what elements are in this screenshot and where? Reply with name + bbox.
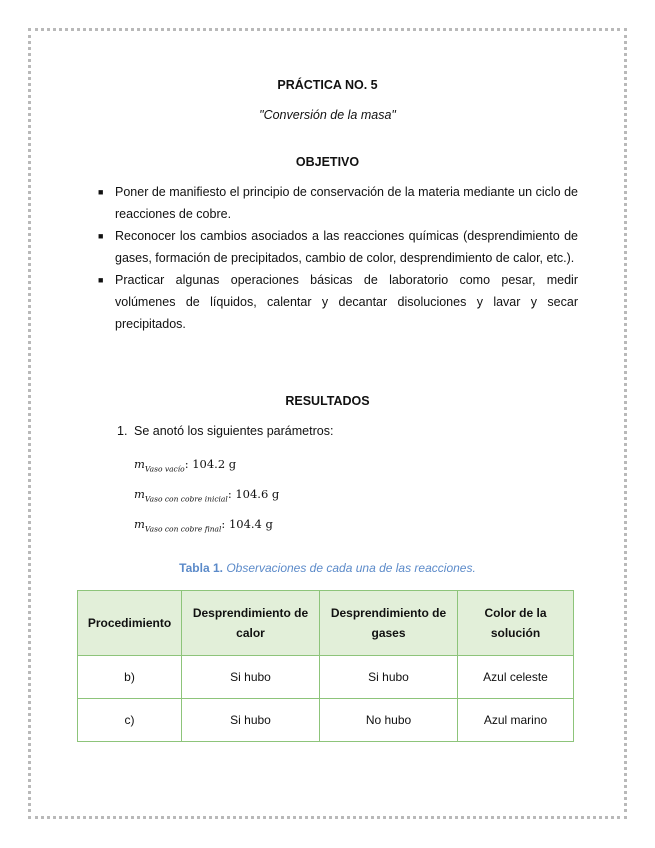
table-cell: Azul celeste bbox=[458, 656, 574, 699]
objetivo-list bbox=[98, 181, 578, 335]
observations-table bbox=[77, 590, 574, 742]
table-cell: No hubo bbox=[320, 699, 458, 742]
table-cell: Si hubo bbox=[320, 656, 458, 699]
bullet-icon: ■ bbox=[98, 231, 104, 241]
param-vaso-cobre-inicial: $m_{Vaso con cobre inicial}$: 104.6 g bbox=[134, 487, 280, 504]
param-vaso-vacio: $m_{Vaso vacío}$: 104.2 g bbox=[134, 457, 237, 474]
column-header: Procedimiento bbox=[78, 591, 182, 656]
list-item: ■ Reconocer los cambios asociados a las reacciones químicas (desprendimiento de gases, formación de precipitados, cambio de color, desprendimiento de calor, etc.). bbox=[98, 225, 578, 269]
item-number: 1. bbox=[117, 424, 128, 438]
table-row bbox=[78, 699, 574, 742]
bullet-icon: ■ bbox=[98, 275, 104, 285]
table-cell: c) bbox=[78, 699, 182, 742]
list-item: ■ Practicar algunas operaciones básicas de laboratorio como pesar, medir volúmenes de líquidos, calentar y decantar disoluciones y lavar y secar precipitados. bbox=[98, 269, 578, 335]
table-cell: Azul marino bbox=[458, 699, 574, 742]
page-title: PRÁCTICA NO. 5 bbox=[277, 78, 378, 92]
bullet-icon: ■ bbox=[98, 187, 104, 197]
resultados-item bbox=[117, 424, 333, 438]
table-cell: Si hubo bbox=[182, 656, 320, 699]
table-header-row bbox=[78, 591, 574, 656]
table-cell: b) bbox=[78, 656, 182, 699]
column-header: Desprendimiento de calor bbox=[182, 591, 320, 656]
objetivo-heading: OBJETIVO bbox=[295, 155, 360, 169]
resultados-heading: RESULTADOS bbox=[285, 394, 370, 408]
page-subtitle: "Conversión de la masa" bbox=[259, 108, 396, 122]
list-item: ■ Poner de manifiesto el principio de conservación de la materia mediante un ciclo de reacciones de cobre. bbox=[98, 181, 578, 225]
column-header: Color de la solución bbox=[458, 591, 574, 656]
column-header: Desprendimiento de gases bbox=[320, 591, 458, 656]
item-text: Se anotó los siguientes parámetros: bbox=[134, 424, 334, 438]
param-vaso-cobre-final: $m_{Vaso con cobre final}$: 104.4 g bbox=[134, 517, 273, 534]
table-row bbox=[78, 656, 574, 699]
table-caption: Tabla 1. Observaciones de cada una de las reacciones. bbox=[179, 561, 476, 575]
table-cell: Si hubo bbox=[182, 699, 320, 742]
